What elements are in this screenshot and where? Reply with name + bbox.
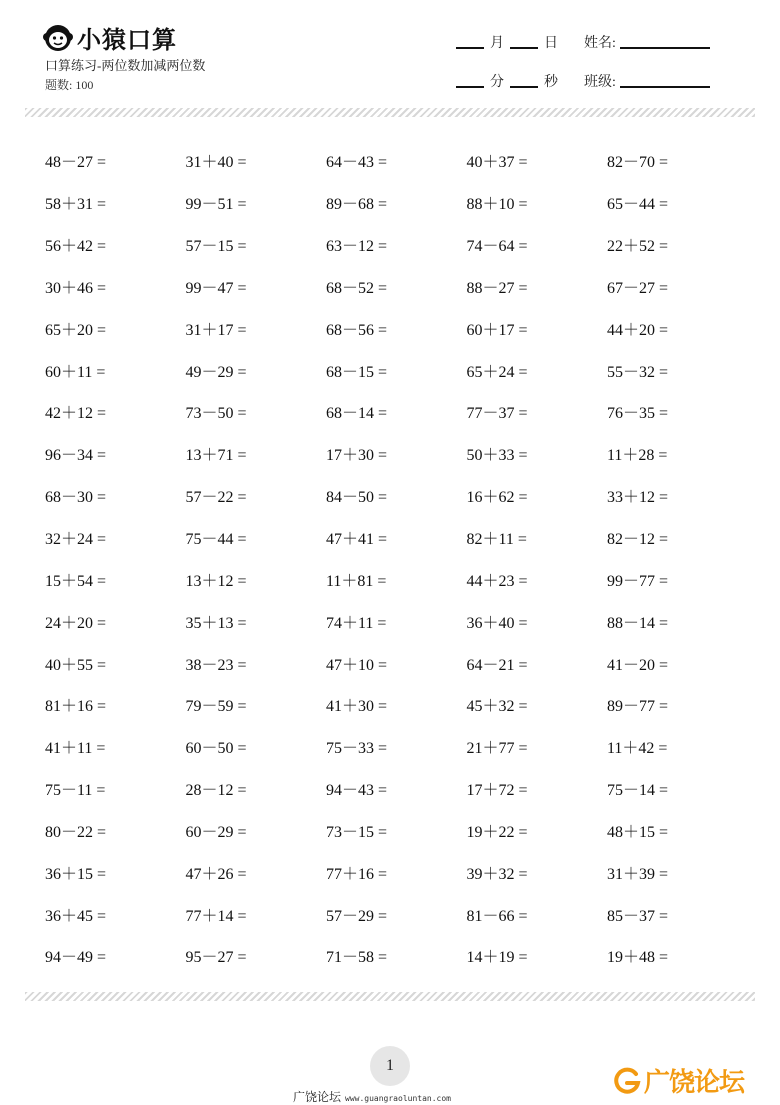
page-number: 1 (370, 1046, 410, 1086)
problem: 44＋23 = (466, 572, 528, 590)
problem: 19＋48 = (607, 949, 669, 967)
forum-name: 广饶论坛 (293, 1090, 342, 1104)
minute-blank (456, 86, 484, 88)
problem: 60－29 = (185, 823, 247, 841)
problem: 17＋30 = (326, 447, 388, 465)
problem: 75－14 = (607, 782, 669, 800)
problem: 40＋37 = (466, 154, 528, 172)
problem: 41－20 = (607, 656, 669, 674)
brand-name: 小猿口算 (77, 26, 177, 54)
problem: 89－68 = (326, 196, 388, 214)
problem: 31＋39 = (607, 865, 669, 883)
problem: 88－27 = (466, 279, 528, 297)
problem: 94－49 = (45, 949, 107, 967)
watermark-logo-icon (612, 1066, 642, 1096)
problem: 64－21 = (466, 656, 528, 674)
top-divider (25, 108, 755, 117)
watermark (612, 1062, 744, 1099)
bottom-divider (25, 992, 755, 1001)
time-fields (456, 71, 564, 91)
problem: 11＋42 = (607, 740, 668, 758)
date-fields (456, 32, 564, 52)
problem: 99－77 = (607, 572, 669, 590)
problem: 44＋20 = (607, 321, 669, 339)
problem: 68－56 = (326, 321, 388, 339)
problem: 50＋33 = (466, 447, 528, 465)
problem: 30＋46 = (45, 279, 107, 297)
second-label: 秒 (544, 75, 558, 90)
name-blank (620, 47, 710, 49)
problem: 79－59 = (185, 698, 247, 716)
problem: 28－12 = (185, 782, 247, 800)
problem: 47＋41 = (326, 531, 388, 549)
problem: 57－22 = (185, 489, 247, 507)
problem: 55－32 = (607, 363, 669, 381)
problem: 48＋15 = (607, 823, 669, 841)
problem: 13＋71 = (185, 447, 247, 465)
minute-label: 分 (490, 75, 504, 90)
problem: 77－37 = (466, 405, 528, 423)
problem: 47＋10 = (326, 656, 388, 674)
problem: 68－15 = (326, 363, 388, 381)
brand-logo (43, 20, 177, 55)
problem: 17＋72 = (466, 782, 528, 800)
problem: 41＋30 = (326, 698, 388, 716)
problem: 21＋77 = (466, 740, 528, 758)
problem: 68－14 = (326, 405, 388, 423)
problem: 75－44 = (185, 531, 247, 549)
problem: 81－66 = (466, 907, 528, 925)
problem: 16＋62 = (466, 489, 528, 507)
problem: 76－35 = (607, 405, 669, 423)
name-label: 姓名: (584, 36, 616, 51)
day-label: 日 (544, 36, 558, 51)
problem-grid (45, 140, 748, 977)
class-label: 班级: (584, 75, 616, 90)
problem: 81＋16 = (45, 698, 107, 716)
problem: 57－29 = (326, 907, 388, 925)
watermark-text: 广饶论坛 (644, 1068, 745, 1098)
problem: 24＋20 = (45, 614, 107, 632)
problem: 47＋26 = (185, 865, 247, 883)
problem: 41＋11 = (45, 740, 106, 758)
problem: 40＋55 = (45, 656, 107, 674)
problem: 71－58 = (326, 949, 388, 967)
problem: 65－44 = (607, 196, 669, 214)
problem: 94－43 = (326, 782, 388, 800)
day-blank (510, 47, 538, 49)
problem: 31＋40 = (185, 154, 247, 172)
problem: 65＋24 = (466, 363, 528, 381)
second-blank (510, 86, 538, 88)
name-field (584, 32, 710, 52)
problem: 35＋13 = (185, 614, 247, 632)
problem: 33＋12 = (607, 489, 669, 507)
monkey-logo-icon (43, 23, 73, 53)
problem: 32＋24 = (45, 531, 107, 549)
problem: 19＋22 = (466, 823, 528, 841)
problem: 63－12 = (326, 238, 388, 256)
problem: 85－37 = (607, 907, 669, 925)
problem: 42＋12 = (45, 405, 107, 423)
problem: 58＋31 = (45, 196, 107, 214)
problem: 74－64 = (466, 238, 528, 256)
footer-credit (293, 1088, 451, 1105)
problem: 88＋10 = (466, 196, 528, 214)
problem: 67－27 = (607, 279, 669, 297)
problem: 82＋11 = (466, 531, 527, 549)
problem: 73－50 = (185, 405, 247, 423)
problem: 68－30 = (45, 489, 107, 507)
problem: 38－23 = (185, 656, 247, 674)
forum-site: www.guangraoluntan.com (345, 1094, 451, 1103)
problem: 95－27 = (185, 949, 247, 967)
problem: 88－14 = (607, 614, 669, 632)
problem: 22＋52 = (607, 238, 669, 256)
class-blank (620, 86, 710, 88)
problem: 60＋11 = (45, 363, 106, 381)
problem: 65＋20 = (45, 321, 107, 339)
problem: 77＋16 = (326, 865, 388, 883)
problem: 84－50 = (326, 489, 388, 507)
problem: 77＋14 = (185, 907, 247, 925)
problem: 68－52 = (326, 279, 388, 297)
problem: 60－50 = (185, 740, 247, 758)
problem: 99－47 = (185, 279, 247, 297)
problem: 48－27 = (45, 154, 107, 172)
problem: 15＋54 = (45, 572, 107, 590)
problem: 36＋15 = (45, 865, 107, 883)
problem: 82－70 = (607, 154, 669, 172)
problem: 60＋17 = (466, 321, 528, 339)
problem: 11＋81 = (326, 572, 387, 590)
class-field (584, 71, 710, 91)
problem: 36＋40 = (466, 614, 528, 632)
problem: 57－15 = (185, 238, 247, 256)
month-blank (456, 47, 484, 49)
problem: 39＋32 = (466, 865, 528, 883)
month-label: 月 (490, 36, 504, 51)
problem: 49－29 = (185, 363, 247, 381)
problem: 36＋45 = (45, 907, 107, 925)
problem: 80－22 = (45, 823, 107, 841)
problem: 75－11 = (45, 782, 106, 800)
problem: 82－12 = (607, 531, 669, 549)
problem: 31＋17 = (185, 321, 247, 339)
problem: 45＋32 = (466, 698, 528, 716)
problem: 13＋12 = (185, 572, 247, 590)
problem: 75－33 = (326, 740, 388, 758)
problem: 14＋19 = (466, 949, 528, 967)
problem: 11＋28 = (607, 447, 668, 465)
problem: 99－51 = (185, 196, 247, 214)
problem: 64－43 = (326, 154, 388, 172)
problem: 96－34 = (45, 447, 107, 465)
problem: 56＋42 = (45, 238, 107, 256)
problem: 74＋11 = (326, 614, 387, 632)
worksheet-subtitle: 口算练习-两位数加减两位数 (45, 58, 206, 73)
problem: 73－15 = (326, 823, 388, 841)
problem: 89－77 = (607, 698, 669, 716)
problem-count: 题数: 100 (45, 78, 94, 92)
